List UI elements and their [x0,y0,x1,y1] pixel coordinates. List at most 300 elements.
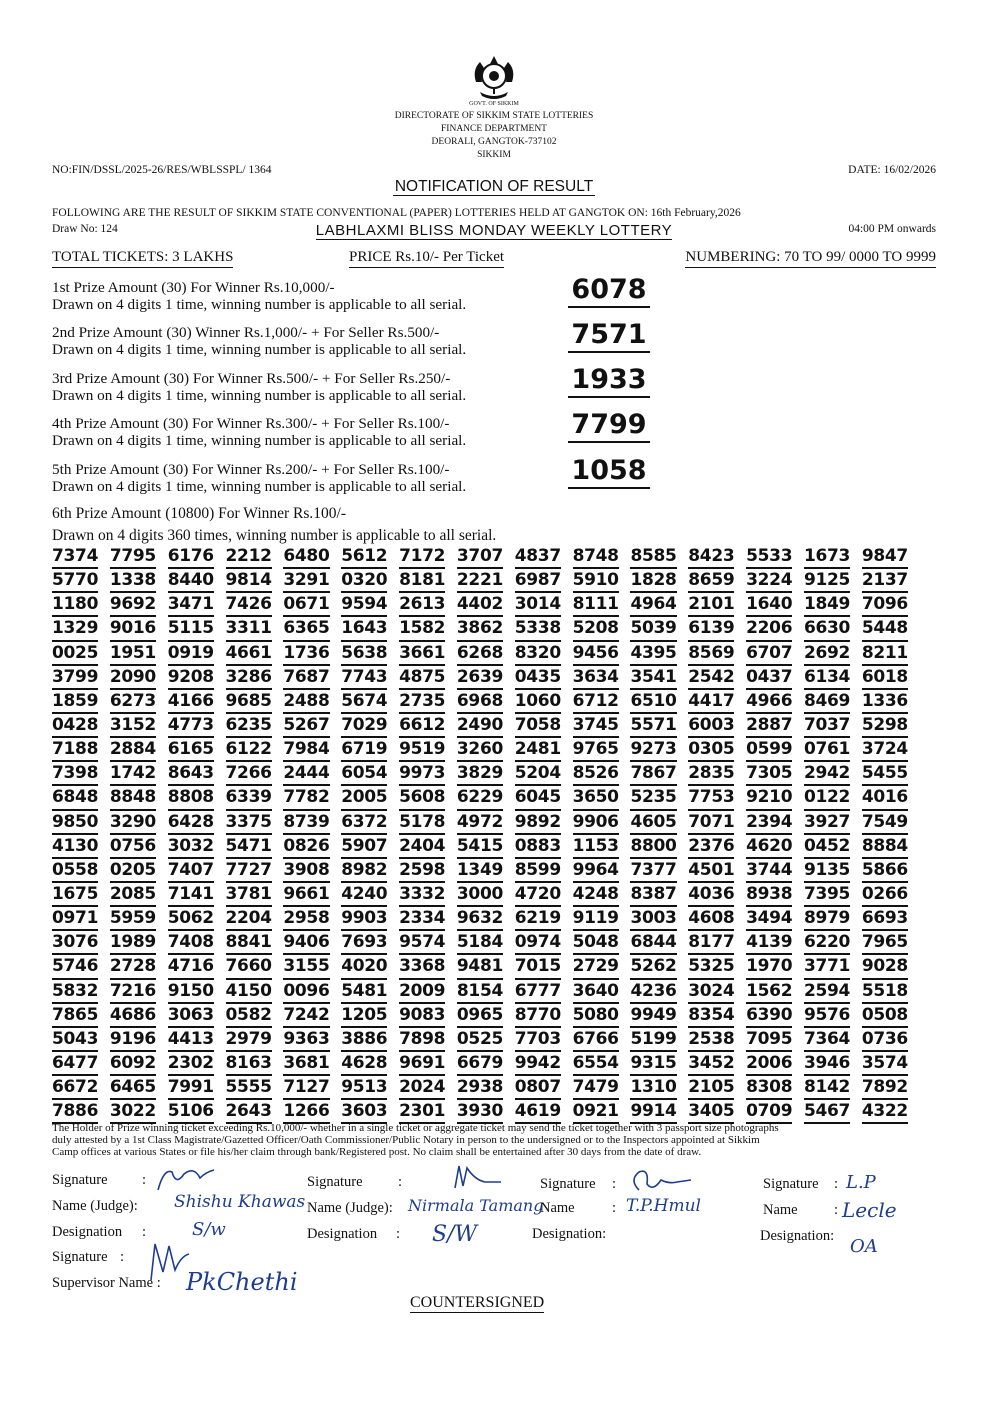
winning-number: 2884 [110,738,156,762]
winning-number: 9406 [283,931,329,955]
winning-number: 7898 [399,1028,445,1052]
winning-number: 4972 [457,811,503,835]
winning-number: 7364 [804,1028,850,1052]
winning-number: 3152 [110,714,156,738]
winning-number: 5208 [573,617,619,641]
sig3-colon-2: : [612,1200,617,1216]
winning-number: 9513 [341,1076,387,1100]
sig3-name-label: Name [540,1200,575,1216]
winning-number: 4413 [168,1028,214,1052]
winning-number: 9914 [630,1100,676,1124]
winning-number: 9942 [515,1052,561,1076]
number-row [52,786,908,810]
winning-number: 5455 [862,762,908,786]
prize-4-number: 7799 [568,409,650,443]
winning-number: 2090 [110,666,156,690]
winning-number: 9661 [283,883,329,907]
winning-number: 3634 [573,666,619,690]
number-row [52,1028,908,1052]
winning-number: 8770 [515,1004,561,1028]
winning-number: 2101 [688,593,734,617]
number-row [52,545,908,569]
winning-number: 9135 [804,859,850,883]
winning-number: 3155 [283,955,329,979]
winning-number: 0761 [804,738,850,762]
winning-number: 6510 [630,690,676,714]
winning-number: 8354 [688,1004,734,1028]
winning-number: 8841 [226,931,272,955]
following-statement: FOLLOWING ARE THE RESULT OF SIKKIM STATE CONVENTIONAL (PAPER) LOTTERIES HELD AT GANGTOK ON: 16th February,2026 [52,207,741,219]
winning-number: 4620 [746,835,792,859]
winning-number: 7687 [283,666,329,690]
number-row [52,835,908,859]
winning-number: 4130 [52,835,98,859]
reference-number: NO:FIN/DSSL/2025-26/RES/WBLSSPL/ 1364 [52,164,272,176]
winning-number: 4417 [688,690,734,714]
number-row [52,1076,908,1100]
winning-number: 7096 [862,593,908,617]
winning-number: 5481 [341,980,387,1004]
winning-number: 7782 [283,786,329,810]
winning-number: 1582 [399,617,445,641]
sig2-handwritten-signature-icon [445,1160,505,1196]
winning-number: 9210 [746,786,792,810]
sig4-designation-handwritten: OA [850,1236,878,1257]
prize-2-description: 2nd Prize Amount (30) Winner Rs.1,000/- + For Seller Rs.500/- Drawn on 4 digits 1 time, winning number is applicable to all serial. [52,324,467,358]
winning-number: 2979 [226,1028,272,1052]
winning-number: 5115 [168,617,214,641]
winning-number: 7886 [52,1100,98,1124]
winning-number: 2444 [283,762,329,786]
winning-number: 5471 [226,835,272,859]
winning-number: 3799 [52,666,98,690]
winning-number: 7377 [630,859,676,883]
winning-number: 3650 [573,786,619,810]
winning-number: 7408 [168,931,214,955]
winning-number: 0096 [283,980,329,1004]
number-row [52,1052,908,1076]
winning-number: 3003 [630,907,676,931]
header-line-1: DIRECTORATE OF SIKKIM STATE LOTTERIES [394,111,594,121]
winning-number: 6428 [168,811,214,835]
winning-number: 3541 [630,666,676,690]
winning-number: 1736 [283,642,329,666]
winning-number: 2212 [226,545,272,569]
state-emblem-icon [470,52,518,104]
number-row [52,714,908,738]
sig1-signature-label: Signature [52,1172,108,1188]
winning-number: 7029 [341,714,387,738]
winning-number: 3640 [573,980,619,1004]
winning-number: 5235 [630,786,676,810]
number-row [52,1004,908,1028]
supervisor-name-label: Supervisor Name : [52,1275,161,1291]
winning-number: 3886 [341,1028,387,1052]
winning-number: 9906 [573,811,619,835]
winning-number: 9519 [399,738,445,762]
winning-number: 2006 [746,1052,792,1076]
winning-number: 0435 [515,666,561,690]
winning-number: 3032 [168,835,214,859]
winning-number: 3224 [746,569,792,593]
winning-number: 7266 [226,762,272,786]
winning-number: 6176 [168,545,214,569]
winning-number: 0305 [688,738,734,762]
winning-number: 4020 [341,955,387,979]
winning-number: 2938 [457,1076,503,1100]
winning-number: 3452 [688,1052,734,1076]
winning-number: 8982 [341,859,387,883]
winning-number: 2009 [399,980,445,1004]
winning-number: 4240 [341,883,387,907]
winning-number: 2488 [283,690,329,714]
winning-number: 5043 [52,1028,98,1052]
number-row [52,1100,908,1124]
winning-number: 5866 [862,859,908,883]
winning-number: 7426 [226,593,272,617]
winning-number: 3063 [168,1004,214,1028]
winning-number: 7965 [862,931,908,955]
winning-number: 3471 [168,593,214,617]
winning-number: 3707 [457,545,503,569]
winning-number: 6848 [52,786,98,810]
number-row [52,569,908,593]
winning-number: 5267 [283,714,329,738]
winning-number: 8469 [804,690,850,714]
winning-number: 1349 [457,859,503,883]
winning-number: 7242 [283,1004,329,1028]
sig1-name-label: Name (Judge): [52,1198,138,1214]
winning-number: 3681 [283,1052,329,1076]
winning-number: 2206 [746,617,792,641]
winning-number: 1338 [110,569,156,593]
winning-number: 4248 [573,883,619,907]
sig1-name-handwritten: Shishu Khawas [174,1192,306,1212]
winning-number: 5178 [399,811,445,835]
winning-number: 5467 [804,1100,850,1124]
winning-number: 9632 [457,907,503,931]
winning-number: 6273 [110,690,156,714]
winning-number: 6766 [573,1028,619,1052]
ticket-price: PRICE Rs.10/- Per Ticket [349,249,504,268]
winning-number: 0919 [168,642,214,666]
winning-number: 0320 [341,569,387,593]
sig3-name-handwritten: T.P.Hmul [626,1196,701,1216]
winning-number: 0525 [457,1028,503,1052]
sig4-name-handwritten: Lecle [842,1198,897,1222]
winning-number: 1859 [52,690,98,714]
sig3-colon: : [612,1176,617,1192]
winning-number: 1310 [630,1076,676,1100]
winning-number: 5910 [573,569,619,593]
winning-number: 2301 [399,1100,445,1124]
winning-number: 6134 [804,666,850,690]
winning-number: 0122 [804,786,850,810]
winning-number: 6139 [688,617,734,641]
winning-number: 8423 [688,545,734,569]
winning-number: 6003 [688,714,734,738]
winning-number: 2542 [688,666,734,690]
winning-number: 7374 [52,545,98,569]
winning-number: 7141 [168,883,214,907]
notification-date: DATE: 16/02/2026 [848,164,936,176]
winning-number: 7984 [283,738,329,762]
winning-number: 2835 [688,762,734,786]
winning-number: 3946 [804,1052,850,1076]
winning-number: 6219 [515,907,561,931]
winning-number: 9119 [573,907,619,931]
winning-number: 2105 [688,1076,734,1100]
winning-number: 8320 [515,642,561,666]
winning-number: 2137 [862,569,908,593]
winning-number: 9685 [226,690,272,714]
sig2-colon: : [398,1174,403,1190]
sig4-colon-2: : [834,1202,839,1218]
winning-number: 2887 [746,714,792,738]
winning-number: 0671 [283,593,329,617]
winning-number: 8308 [746,1076,792,1100]
winning-number: 2376 [688,835,734,859]
winning-number: 2728 [110,955,156,979]
winning-number: 5448 [862,617,908,641]
sig4-colon: : [834,1176,839,1192]
sig2-name-handwritten: Nirmala Tamang [408,1196,544,1215]
winning-number: 6477 [52,1052,98,1076]
winning-number: 2594 [804,980,850,1004]
winning-number: 5262 [630,955,676,979]
sig2-colon-2: : [396,1226,401,1242]
winning-number: 3076 [52,931,98,955]
winning-number: 8181 [399,569,445,593]
winning-number: 0756 [110,835,156,859]
winning-number: 6045 [515,786,561,810]
winning-number: 6235 [226,714,272,738]
winning-number: 5415 [457,835,503,859]
winning-number: 6165 [168,738,214,762]
sig1-colon-2: : [142,1224,147,1240]
winning-number: 9691 [399,1052,445,1076]
winning-number: 3781 [226,883,272,907]
winning-number: 7727 [226,859,272,883]
winning-number: 9083 [399,1004,445,1028]
winning-number: 8163 [226,1052,272,1076]
winning-number: 1643 [341,617,387,641]
winning-number: 0599 [746,738,792,762]
number-row [52,690,908,714]
winning-number: 4619 [515,1100,561,1124]
number-row [52,955,908,979]
winning-number: 6777 [515,980,561,1004]
number-row [52,811,908,835]
winning-number: 0965 [457,1004,503,1028]
winning-number: 6268 [457,642,503,666]
winning-number: 7305 [746,762,792,786]
winning-number: 1640 [746,593,792,617]
winning-number: 9814 [226,569,272,593]
winning-number: 5080 [573,1004,619,1028]
winning-number: 4016 [862,786,908,810]
winning-number: 7892 [862,1076,908,1100]
winning-number: 7991 [168,1076,214,1100]
prize-1-description: 1st Prize Amount (30) For Winner Rs.10,000/- Drawn on 4 digits 1 time, winning number is applicable to all serial. [52,279,467,313]
winning-number: 7095 [746,1028,792,1052]
winning-number: 0971 [52,907,98,931]
winning-number: 8526 [573,762,619,786]
winning-number: 5770 [52,569,98,593]
winning-number: 6693 [862,907,908,931]
winning-number: 7795 [110,545,156,569]
winning-number: 8569 [688,642,734,666]
winning-number: 3014 [515,593,561,617]
number-row [52,593,908,617]
number-row [52,738,908,762]
winning-number: 1329 [52,617,98,641]
winning-number: 2613 [399,593,445,617]
winning-number: 6712 [573,690,619,714]
winning-number: 2334 [399,907,445,931]
winning-number: 6229 [457,786,503,810]
winning-number: 2692 [804,642,850,666]
winning-number: 6554 [573,1052,619,1076]
winning-number: 2942 [804,762,850,786]
winning-number: 4686 [110,1004,156,1028]
winning-number: 4395 [630,642,676,666]
draw-number: Draw No: 124 [52,223,118,235]
lottery-name: LABHLAXMI BLISS MONDAY WEEKLY LOTTERY [315,222,673,239]
winning-number: 0266 [862,883,908,907]
winning-number: 3375 [226,811,272,835]
winning-number: 8659 [688,569,734,593]
emblem-caption: GOVT. OF SIKKIM [469,101,519,107]
winning-number: 2735 [399,690,445,714]
winning-number: 8111 [573,593,619,617]
winning-number: 4608 [688,907,734,931]
winning-number: 0883 [515,835,561,859]
winning-number: 8748 [573,545,619,569]
winning-number: 1742 [110,762,156,786]
winning-number: 5638 [341,642,387,666]
winning-number: 2404 [399,835,445,859]
notification-title: NOTIFICATION OF RESULT [394,178,594,195]
winning-number: 2221 [457,569,503,593]
winning-number: 5204 [515,762,561,786]
winning-number: 6018 [862,666,908,690]
winning-number: 1970 [746,955,792,979]
winning-number: 5062 [168,907,214,931]
winning-number: 8979 [804,907,850,931]
winning-number: 0826 [283,835,329,859]
claim-footnote: The Holder of Prize winning ticket exceeding Rs.10,000/- whether in a single ticket or aggregate ticket may send the ticket together with 3 passport size photographs duly attested by a 1st Class Magistrate/Gazetted Officer/Oath Commissioner/Public Notary in person to the undersigned or to the Inspectors appointed at Sikkim Camp offices at various States or file his/her claim through bank/Registered post. No claim shall be entertained after 30 days from the date of draw. [52,1122,779,1158]
sig4-designation-label: Designation: [760,1228,835,1244]
winning-number: 0974 [515,931,561,955]
winning-number: 3771 [804,955,850,979]
winning-number: 3494 [746,907,792,931]
winning-number: 5338 [515,617,561,641]
winning-number: 9150 [168,980,214,1004]
winning-number: 3724 [862,738,908,762]
winning-number: 2481 [515,738,561,762]
winning-number: 0025 [52,642,98,666]
winning-number: 1562 [746,980,792,1004]
winning-number: 5106 [168,1100,214,1124]
winning-number: 9363 [283,1028,329,1052]
number-row [52,617,908,641]
winning-number: 2024 [399,1076,445,1100]
winning-number: 6365 [283,617,329,641]
winning-number: 6122 [226,738,272,762]
winning-number: 3908 [283,859,329,883]
winning-number: 9576 [804,1004,850,1028]
winning-number: 5518 [862,980,908,1004]
winning-number: 8142 [804,1076,850,1100]
winning-number: 0921 [573,1100,619,1124]
winning-number: 7216 [110,980,156,1004]
winning-number: 0452 [804,835,850,859]
winning-number: 5608 [399,786,445,810]
winning-number: 4773 [168,714,214,738]
winning-number: 7058 [515,714,561,738]
winning-number: 4720 [515,883,561,907]
winning-number: 2302 [168,1052,214,1076]
number-row [52,931,908,955]
winning-number: 6612 [399,714,445,738]
winning-number: 5746 [52,955,98,979]
winning-number: 8800 [630,835,676,859]
winning-number: 8154 [457,980,503,1004]
winning-number: 5907 [341,835,387,859]
prize-2-number: 7571 [568,319,650,353]
sig1-handwritten-signature-icon [150,1160,220,1200]
winning-number: 0428 [52,714,98,738]
sig2-name-label: Name (Judge): [307,1200,393,1216]
winning-number: 9481 [457,955,503,979]
winning-number: 8643 [168,762,214,786]
winning-number: 4964 [630,593,676,617]
winning-number: 6968 [457,690,503,714]
winning-number: 1266 [283,1100,329,1124]
winning-number: 9028 [862,955,908,979]
winning-number: 9315 [630,1052,676,1076]
sig3-signature-label: Signature [540,1176,596,1192]
winning-number: 3405 [688,1100,734,1124]
winning-number: 1180 [52,593,98,617]
winning-number: 7743 [341,666,387,690]
winning-number: 8848 [110,786,156,810]
winning-number: 9208 [168,666,214,690]
winning-number: 2643 [226,1100,272,1124]
supervisor-name-handwritten: PkChethi [186,1268,298,1296]
winning-number: 6390 [746,1004,792,1028]
winning-number: 3291 [283,569,329,593]
winning-number: 3332 [399,883,445,907]
winning-number: 6707 [746,642,792,666]
sig2-designation-handwritten: S/W [432,1222,478,1247]
sig4-signature-label: Signature [763,1176,819,1192]
winning-number: 7395 [804,883,850,907]
winning-number: 7479 [573,1076,619,1100]
winning-number: 4501 [688,859,734,883]
winning-number: 7753 [688,786,734,810]
winning-number: 3022 [110,1100,156,1124]
winning-number: 5199 [630,1028,676,1052]
winning-number: 7549 [862,811,908,835]
winning-number: 9594 [341,593,387,617]
winning-number: 6372 [341,811,387,835]
winning-number: 8808 [168,786,214,810]
winning-number: 7188 [52,738,98,762]
winning-number: 4322 [862,1100,908,1124]
winning-number: 9847 [862,545,908,569]
